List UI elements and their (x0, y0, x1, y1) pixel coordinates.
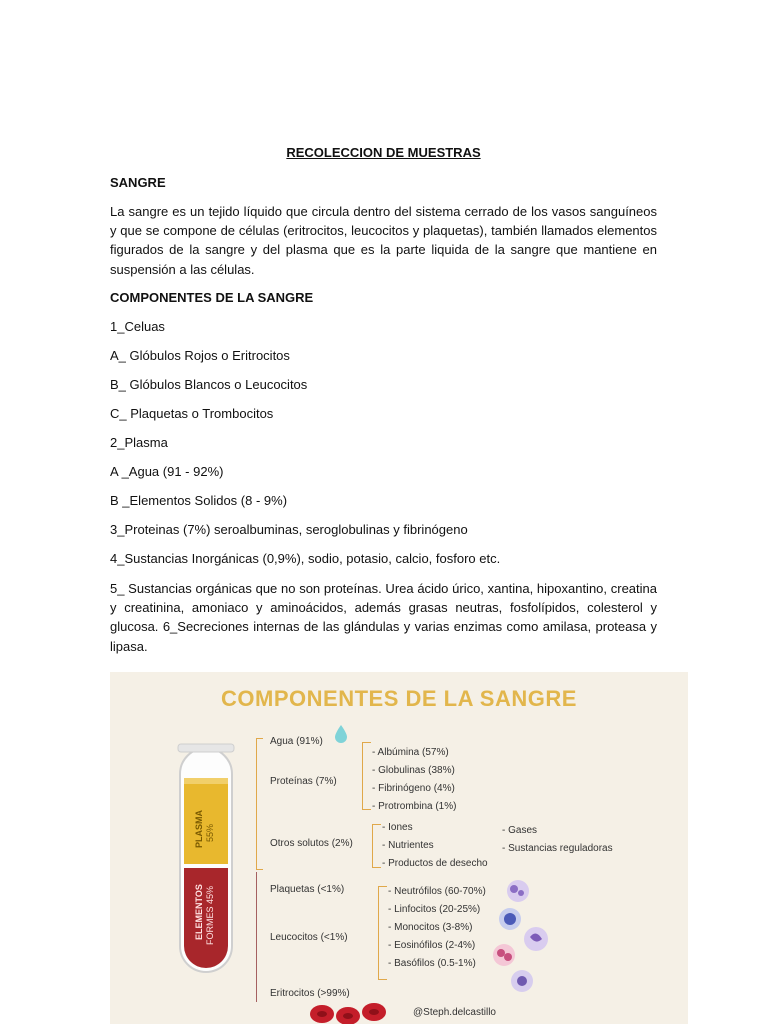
tube-elements-label: ELEMENTOS (194, 884, 204, 940)
leuco-item: - Neutrófilos (60-70%) (388, 886, 486, 897)
intro-paragraph: La sangre es un tejido líquido que circula dentro del sistema cerrado de los vasos sanguíneos y que se compone de células (eritrocitos, leucocitos y plaquetas), también llamados elementos figurados de la sangre y del plasma que es la parte liquida de la sangre que mantiene en suspensión a las células. (110, 204, 657, 277)
leuco-item: - Basófilos (0.5-1%) (388, 958, 476, 969)
plasma-bracket (256, 738, 263, 870)
infographic-title: COMPONENTES DE LA SANGRE (221, 686, 577, 711)
protein-item: - Albúmina (57%) (372, 747, 449, 758)
label-proteinas: Proteínas (7%) (270, 776, 337, 787)
list-item: 4_Sustancias Inorgánicas (0,9%), sodio, potasio, calcio, fosforo etc. (110, 551, 501, 566)
list-item: 2_Plasma (110, 435, 168, 450)
blood-components-infographic (110, 672, 688, 1024)
leuco-item: - Monocitos (3-8%) (388, 922, 473, 933)
leuco-bracket (378, 886, 387, 980)
tube-elements-percent: FORMES 45% (205, 885, 215, 945)
list-item: 1_Celuas (110, 319, 165, 334)
label-eritrocitos: Eritrocitos (>99%) (270, 988, 350, 999)
otros-item: - Iones (382, 822, 413, 833)
protein-item: - Protrombina (1%) (372, 801, 457, 812)
red-blood-cells-icon (306, 1000, 396, 1024)
list-item: 3_Proteinas (7%) seroalbuminas, seroglobulinas y fibrinógeno (110, 522, 468, 537)
tube-plasma-percent: 55% (205, 823, 215, 842)
list-item: B_ Glóbulos Blancos o Leucocitos (110, 377, 308, 392)
water-drop-icon (334, 724, 348, 744)
leuco-item: - Eosinófilos (2-4%) (388, 940, 476, 951)
list-item: C_ Plaquetas o Trombocitos (110, 406, 274, 421)
otros-extra-item: - Sustancias reguladoras (502, 843, 613, 854)
protein-item: - Globulinas (38%) (372, 765, 455, 776)
image-credit: @Steph.delcastillo (413, 1007, 496, 1018)
label-otros-solutos: Otros solutos (2%) (270, 838, 353, 849)
list-item: A _Agua (91 - 92%) (110, 464, 224, 479)
otros-item: - Productos de desecho (382, 858, 488, 869)
leuco-item: - Linfocitos (20-25%) (388, 904, 481, 915)
paragraph-item5: 5_ Sustancias orgánicas que no son proteínas. Urea ácido úrico, xantina, hipoxantino, creatina y creatinina, amoniaco y aminoácidos, además grasas neutras, fosfolípidos, colesterol y glucosa. 6_Secreciones internas de las glándulas y varias enzimas como amilasa, proteasa y lipasa. (110, 581, 657, 654)
protein-bracket (362, 742, 371, 810)
label-agua: Agua (91%) (270, 736, 323, 747)
test-tube-illustration (172, 740, 240, 980)
list-item: A_ Glóbulos Rojos o Eritrocitos (110, 348, 290, 363)
protein-item: - Fibrinógeno (4%) (372, 783, 455, 794)
otros-extra-item: - Gases (502, 825, 538, 836)
elements-bracket (256, 872, 257, 1002)
otros-bracket (372, 824, 381, 868)
section-heading-sangre: SANGRE (110, 175, 166, 190)
document-title: RECOLECCION DE MUESTRAS (286, 145, 481, 160)
list-item: B _Elementos Solidos (8 - 9%) (110, 493, 288, 508)
label-leucocitos: Leucocitos (<1%) (270, 932, 348, 943)
otros-item: - Nutrientes (382, 840, 434, 851)
tube-plasma-label: PLASMA (194, 810, 204, 848)
section-heading-componentes: COMPONENTES DE LA SANGRE (110, 290, 314, 305)
label-plaquetas: Plaquetas (<1%) (270, 884, 345, 895)
white-blood-cells-icon (490, 877, 570, 1002)
